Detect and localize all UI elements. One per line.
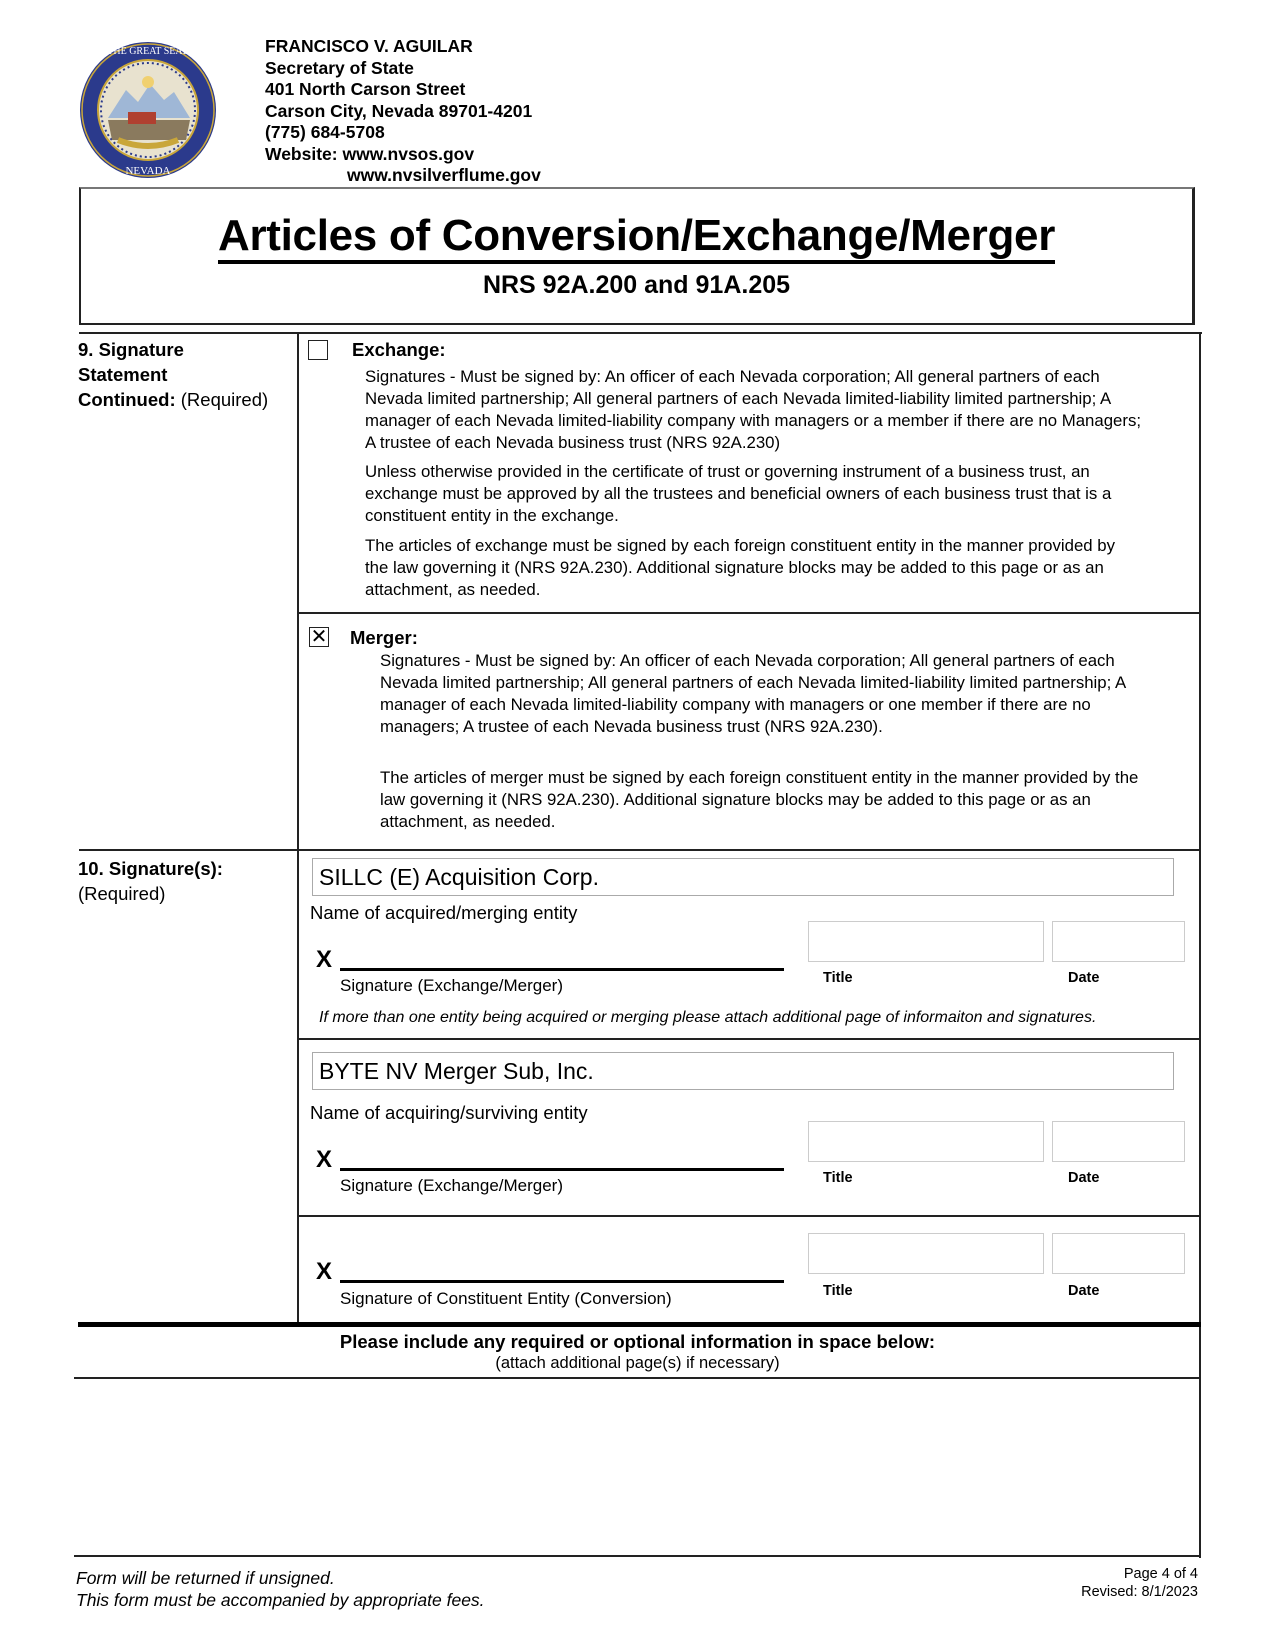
form-title (81, 211, 1192, 261)
info-section-bottom-border (74, 1555, 1201, 1557)
date-field-3[interactable] (1052, 1233, 1185, 1274)
signature-line-2[interactable] (340, 1168, 784, 1171)
section-9-label-line-1: 9. Signature (78, 339, 184, 360)
city-state-zip: Carson City, Nevada 89701-4201 (265, 100, 533, 121)
exchange-checkbox[interactable] (308, 340, 328, 360)
official-name: FRANCISCO V. AGUILAR (265, 36, 473, 56)
section-10-top-border (79, 849, 1201, 851)
date-field-1[interactable] (1052, 921, 1185, 962)
section-9-label (78, 337, 268, 412)
signature-x-mark: X (316, 1146, 333, 1173)
additional-info-subheading: (attach additional page(s) if necessary) (495, 1354, 780, 1372)
info-heading-divider (74, 1377, 1201, 1379)
footer-page-info (1081, 1565, 1198, 1601)
section-9-label-line-3: Continued: (78, 389, 176, 410)
fees-notice: This form must be accompanied by appropriate fees. (76, 1590, 485, 1610)
exchange-merger-divider (298, 612, 1201, 614)
title-field-2[interactable] (808, 1121, 1044, 1162)
phone-number: (775) 684-5708 (265, 122, 385, 142)
website-link[interactable]: Website: www.nvsos.gov (265, 143, 475, 164)
signature-block-divider-2 (298, 1215, 1201, 1217)
acquired-entity-label: Name of acquired/merging entity (310, 902, 578, 923)
info-section-top-border (78, 1322, 1201, 1327)
exchange-paragraph-1: Signatures - Must be signed by: An officer of each Nevada corporation; All general partners of each Nevada limited partnership; All general partners of each Nevada limited-liability limited partnership; A manager of each Nevada limited-liability company with managers or a member if there are no Managers; A trustee of each Nevada business trust (NRS 92A.230) (365, 367, 1142, 452)
date-label-3: Date (1068, 1283, 1100, 1299)
section-10-label (78, 856, 223, 906)
title-field-1[interactable] (808, 921, 1044, 962)
website-alt-link[interactable]: www.nvsilverflume.gov (347, 165, 541, 185)
title-label-2: Title (823, 1170, 853, 1186)
form-title-box (79, 187, 1195, 325)
additional-info-field[interactable] (76, 1381, 1198, 1553)
surviving-entity-name-field[interactable]: BYTE NV Merger Sub, Inc. (312, 1052, 1174, 1090)
street-address: 401 North Carson Street (265, 79, 466, 99)
unsigned-warning: Form will be returned if unsigned. (76, 1568, 335, 1588)
additional-entity-note: If more than one entity being acquired or merging please attach additional page of informaiton and signatures. (319, 1009, 1097, 1026)
form-right-border (1199, 332, 1201, 1558)
merger-paragraph-2: The articles of merger must be signed by each foreign constituent entity in the manner provided by the law governing it (NRS 92A.230). Additional signature blocks may be added to this page or as an attachment, as needed. (380, 768, 1139, 831)
date-label-2: Date (1068, 1170, 1100, 1186)
signature-label-1: Signature (Exchange/Merger) (340, 976, 564, 995)
svg-text:NEVADA: NEVADA (125, 165, 171, 177)
title-label-1: Title (823, 970, 853, 986)
merger-heading: Merger: (350, 627, 418, 648)
agency-address-block (265, 36, 541, 187)
date-field-2[interactable] (1052, 1121, 1185, 1162)
exchange-paragraph-2: Unless otherwise provided in the certificate of trust or governing instrument of a business trust, an exchange must be approved by all the trustees and beneficial owners of each business trust that is a constituent entity in the exchange. (365, 462, 1112, 525)
surviving-entity-label: Name of acquiring/surviving entity (310, 1102, 588, 1123)
acquired-entity-name-field[interactable]: SILLC (E) Acquisition Corp. (312, 858, 1174, 896)
signature-label-3: Signature of Constituent Entity (Conversion) (340, 1289, 672, 1308)
title-label-3: Title (823, 1283, 853, 1299)
section-9-top-border (79, 332, 1202, 334)
signature-label-2: Signature (Exchange/Merger) (340, 1176, 564, 1195)
exchange-heading: Exchange: (352, 339, 446, 360)
footer-notes (76, 1567, 485, 1611)
signature-line-3[interactable] (340, 1280, 784, 1283)
svg-text:THE GREAT SEAL: THE GREAT SEAL (107, 46, 189, 57)
official-title: Secretary of State (265, 57, 414, 78)
required-indicator: (Required) (78, 883, 166, 904)
signature-x-mark: X (316, 946, 333, 973)
merger-paragraph-1: Signatures - Must be signed by: An officer of each Nevada corporation; All general partners of each Nevada limited partnership; All general partners of each Nevada limited-liability limited partnership; A manager of each Nevada limited-liability company with managers or one member if there are no managers; A trustee of each Nevada business trust (NRS 92A.230). (380, 651, 1126, 736)
nevada-state-seal-icon (78, 40, 218, 180)
section-9-label-line-2: Statement (78, 364, 168, 385)
page-number: Page 4 of 4 (1123, 1566, 1198, 1582)
revision-date: Revised: 8/1/2023 (1081, 1584, 1198, 1600)
signature-block-divider-1 (298, 1038, 1201, 1040)
title-field-3[interactable] (808, 1233, 1044, 1274)
additional-info-heading: Please include any required or optional information in space below: (339, 1331, 936, 1352)
form-title-text: Articles of Conversion/Exchange/Merger (218, 211, 1055, 264)
section-10-label-text: 10. Signature(s): (78, 858, 223, 879)
exchange-paragraph-3: The articles of exchange must be signed by each foreign constituent entity in the manner provided by the law governing it (NRS 92A.230). Additional signature blocks may be added to this page or as an attachment, as needed. (365, 536, 1116, 599)
signature-line-1[interactable] (340, 968, 784, 971)
column-divider (297, 332, 299, 1324)
required-indicator: (Required) (175, 389, 269, 410)
form-subtitle: NRS 92A.200 and 91A.205 (482, 271, 791, 299)
signature-x-mark: X (316, 1258, 333, 1285)
date-label-1: Date (1068, 970, 1100, 986)
merger-checkbox[interactable]: ✕ (310, 626, 328, 648)
